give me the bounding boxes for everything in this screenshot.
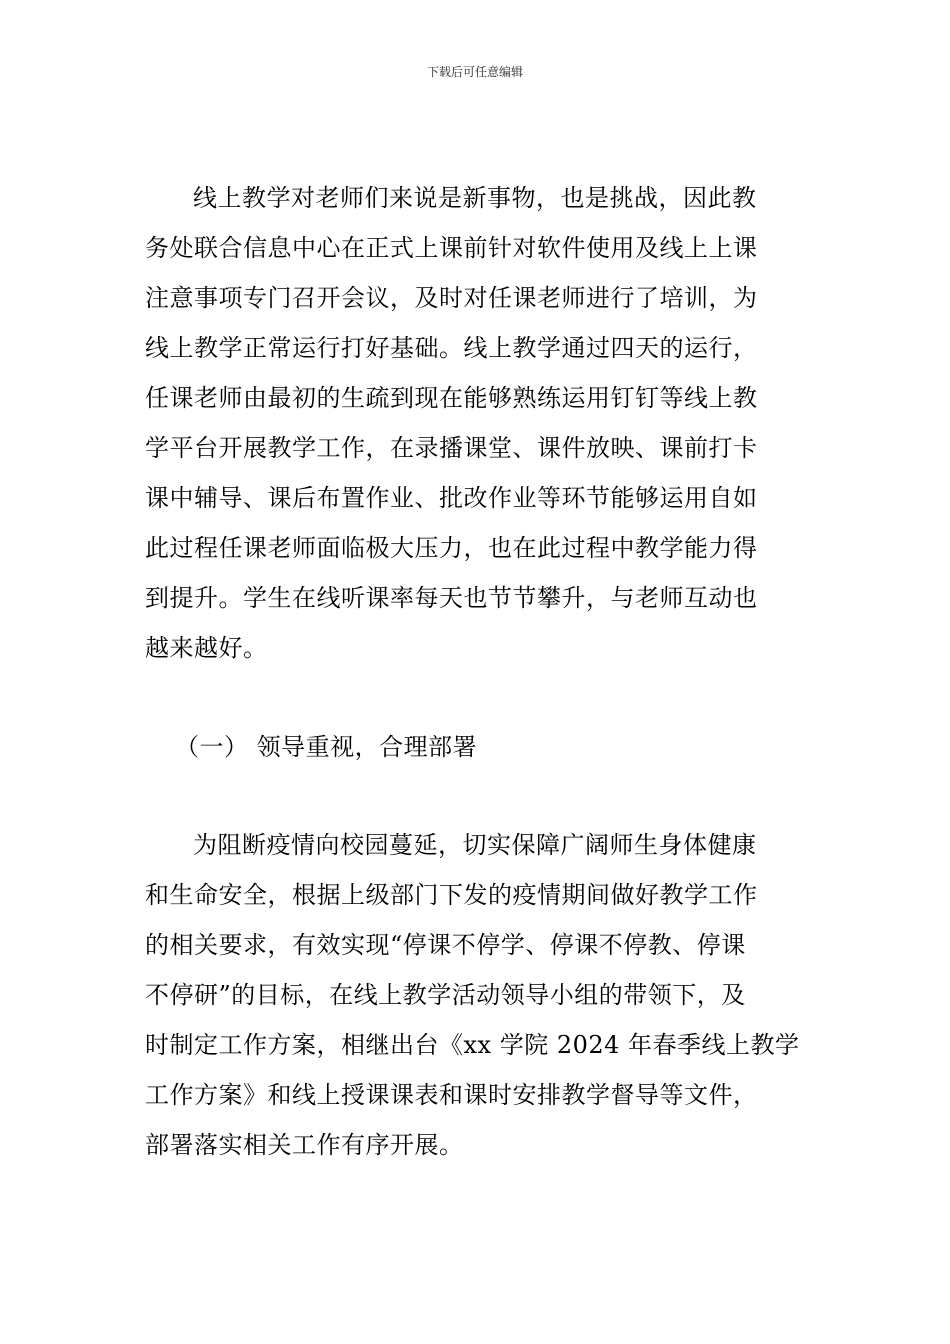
paragraph-line: 线上教学对老师们来说是新事物，也是挑战，因此教 bbox=[193, 184, 757, 212]
section-heading-block bbox=[145, 722, 805, 772]
paragraph-line: 任课老师由最初的生疏到现在能够熟练运用钉钉等线上教 bbox=[145, 384, 758, 412]
paragraph-line: 课中辅导、课后布置作业、批改作业等环节能够运用自如 bbox=[145, 484, 758, 512]
paragraph-line: 务处联合信息中心在正式上课前针对软件使用及线上上课 bbox=[145, 234, 758, 262]
paragraph-line: 此过程任课老师面临极大压力，也在此过程中教学能力得 bbox=[145, 534, 758, 562]
paragraph-line: 为阻断疫情向校园蔓延，切实保障广阔师生身体健康 bbox=[193, 831, 757, 859]
paragraph-line: 越来越好。 bbox=[145, 634, 268, 662]
paragraph-line: 学平台开展教学工作，在录播课堂、课件放映、课前打卡 bbox=[145, 434, 758, 462]
paragraph-1 bbox=[145, 173, 805, 673]
paragraph-line: 的相关要求，有效实现“停课不停学、停课不停教、停课 bbox=[145, 931, 746, 959]
paragraph-line: 工作方案》和线上授课课表和课时安排教学督导等文件， bbox=[145, 1081, 758, 1109]
page-header-note: 下载后可任意编辑 bbox=[426, 65, 523, 79]
paragraph-line: 注意事项专门召开会议，及时对任课老师进行了培训，为 bbox=[145, 284, 758, 312]
paragraph-line: 线上教学正常运行打好基础。线上教学通过四天的运行， bbox=[145, 334, 758, 362]
paragraph-line: 到提升。学生在线听课率每天也节节攀升，与老师互动也 bbox=[145, 584, 758, 612]
paragraph-line: 时制定工作方案，相继出台《xx 学院 2024 年春季线上教学 bbox=[145, 1031, 800, 1059]
section-heading: （一） 领导重视，合理部署 bbox=[175, 733, 478, 761]
paragraph-2 bbox=[145, 820, 805, 1170]
paragraph-line: 部署落实相关工作有序开展。 bbox=[145, 1131, 464, 1159]
paragraph-line: 和生命安全，根据上级部门下发的疫情期间做好教学工作 bbox=[145, 881, 758, 909]
paragraph-line: 不停研”的目标，在线上教学活动领导小组的带领下，及 bbox=[145, 981, 746, 1009]
document-body-2 bbox=[145, 820, 805, 1170]
document-body bbox=[145, 173, 805, 673]
